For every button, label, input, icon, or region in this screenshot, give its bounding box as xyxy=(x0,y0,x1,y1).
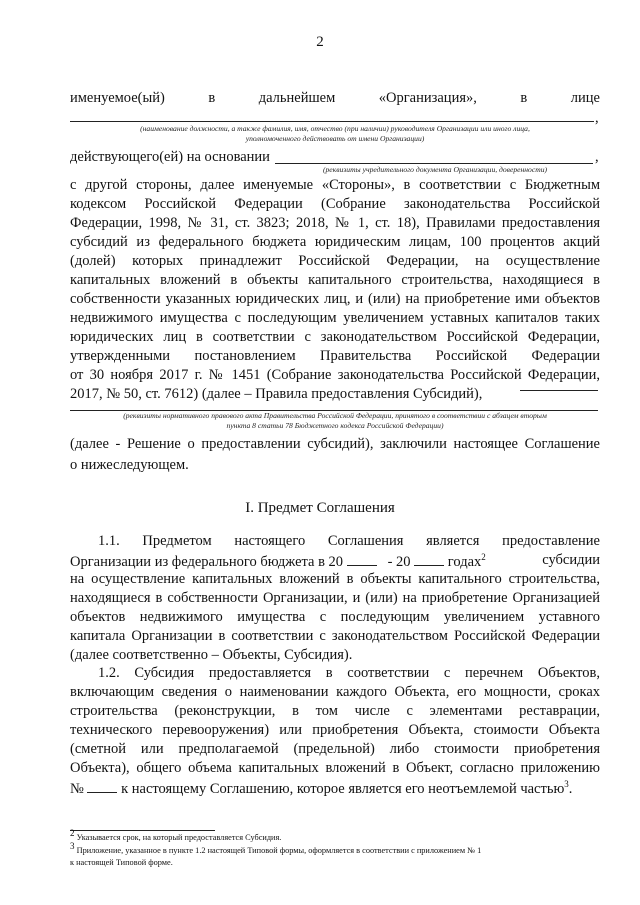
comma: , xyxy=(595,149,599,165)
footnote-separator xyxy=(70,830,215,831)
footnote-3-cont: к настоящей Типовой форме. xyxy=(70,858,173,867)
text-line: Объекта), общего объема капитальных вложений в Объект, согласно приложению xyxy=(70,760,600,776)
act-caption: (реквизиты нормативного правового акта Правительства Российской Федерации, принятого в соответствии с абзацем вторым пункта 8 статьи 78 Бюджетного кодекса Российской Федерации) xyxy=(123,411,547,430)
footnote-2: $^2$ Указывается срок, на который предоставляется Субсидия. xyxy=(70,828,282,842)
text-line: собственности указанных юридических лиц, и (или) на приобретение ими объектов xyxy=(70,291,600,307)
intro-word: именуемое(ый) xyxy=(70,90,165,106)
text-line: субсидий из федерального бюджета юридическим лицам, 100 процентов акций xyxy=(70,234,600,250)
intro-word: «Организация», xyxy=(378,90,477,106)
basis-caption: (реквизиты учредительного документа Организации, доверенности) xyxy=(322,165,548,174)
text-line: (далее соответственно – Объекты, Субсидия). xyxy=(70,647,353,663)
intro-word: в xyxy=(208,90,216,106)
section-heading: I. Предмет Соглашения xyxy=(245,500,395,516)
text-line: находящиеся в собственности Организации, и (или) на приобретение Организацией xyxy=(70,590,600,606)
representative-blank-line xyxy=(70,121,594,122)
year-end-blank xyxy=(414,552,444,566)
decision-line: (далее - Решение о предоставлении субсидий), заключили настоящее Соглашение xyxy=(70,436,600,452)
decision-line-2: о нижеследующем. xyxy=(70,457,189,473)
text-line: с другой стороны, далее именуемые «Стороны», в соответствии с Бюджетным xyxy=(70,177,600,193)
page-number: 2 xyxy=(316,34,324,50)
footnote-ref: 3 xyxy=(564,779,569,790)
intro-word: в xyxy=(520,90,528,106)
representative-caption: (наименование должности, а также фамилия, имя, отчество (при наличии) руководителя Организации или иного лица, уполномоченного действовать от имени Организации) xyxy=(140,124,530,143)
comma: , xyxy=(595,110,599,126)
intro-line xyxy=(70,90,600,107)
rules-blank-line xyxy=(520,390,598,391)
text-line: строительства (реконструкции, в том числе с элементами реставрации, xyxy=(70,703,600,719)
basis-label: действующего(ей) на основании xyxy=(70,149,270,165)
year-start-blank xyxy=(347,552,377,566)
intro-word: дальнейшем xyxy=(258,90,336,106)
text-line: на осуществление капитальных вложений в объекты капитального строительства, xyxy=(70,571,600,587)
footnote-3: $^3$ Приложение, указанное в пункте 1.2 настоящей Типовой формы, оформляется в соответствии с приложением № 1 xyxy=(70,841,482,855)
clause-1-2-first-line: 1.2. Субсидия предоставляется в соответствии с перечнем Объектов, xyxy=(98,665,600,681)
text-line: включающим сведения о наименовании каждого Объекта, его мощности, сроках xyxy=(70,684,600,700)
text-line: капитала Организации в соответствии с законодательством Российской Федерации xyxy=(70,628,600,644)
text-line: кодексом Российской Федерации (Собрание законодательства Российской xyxy=(70,196,600,212)
appendix-number-blank xyxy=(87,779,117,793)
text-line: юридических лиц в соответствии с законодательством Российской Федерации, xyxy=(70,329,600,345)
text-line: недвижимого имущества с последующим увеличением уставных капиталов таких xyxy=(70,310,600,326)
intro-word: лице xyxy=(570,90,600,106)
clause-1-1-first-line: 1.1. Предметом настоящего Соглашения является предоставление xyxy=(98,533,600,549)
text-line: Федерации, 1998, № 31, ст. 3823; 2018, № 1, ст. 18), Правилами предоставления xyxy=(70,215,600,231)
footnote-ref: 2 xyxy=(481,552,486,563)
text-line: объектов недвижимого имущества с последующим увеличением уставного xyxy=(70,609,600,625)
text-line: технического перевооружения) или приобретения Объекта, стоимости Объекта xyxy=(70,722,600,738)
text-line: (долей) которых принадлежит Российской Федерации, на осуществление xyxy=(70,253,600,269)
basis-blank-line xyxy=(275,163,593,164)
clause-1-1-years-line: Организации из федерального бюджета в 20 - 20 годах$^2$ субсидии xyxy=(70,552,600,570)
text-line: (сметной или предполагаемой (предельной) либо стоимости приобретения xyxy=(70,741,600,757)
text-line: 2017, № 50, ст. 7612) (далее – Правила предоставления Субсидий), xyxy=(70,386,483,402)
clause-1-2-last-line: № к настоящему Соглашению, которое является его неотъемлемой частью$^3$. xyxy=(70,779,573,797)
text-line: капитальных вложений в объекты капитального строительства, находящиеся в xyxy=(70,272,600,288)
text-line: утвержденными постановлением Правительства Российской Федерации xyxy=(70,348,600,364)
text-line: от 30 ноября 2017 г. № 1451 (Собрание законодательства Российской Федерации, xyxy=(70,367,600,383)
